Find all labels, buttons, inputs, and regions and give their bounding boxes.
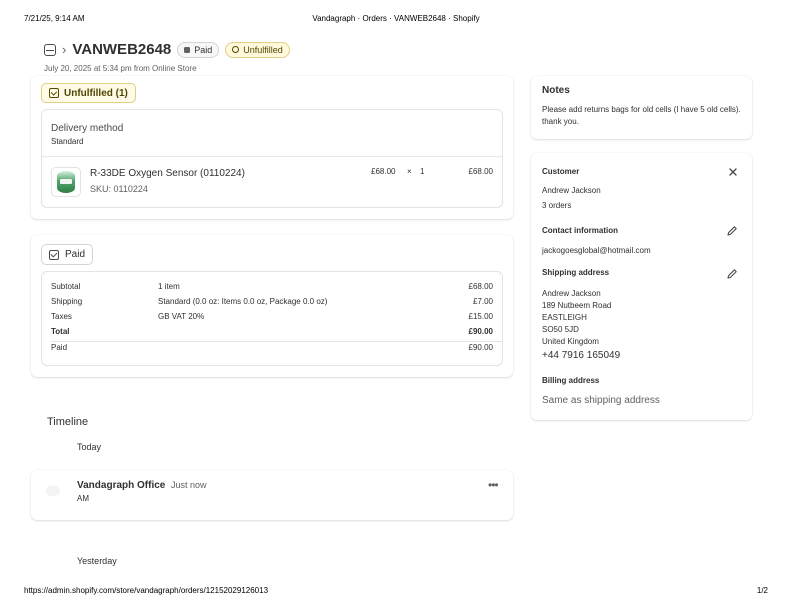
unfulfilled-ring-icon xyxy=(232,46,239,53)
oxygen-sensor-image xyxy=(57,171,75,193)
shipping-address-title: Shipping address xyxy=(542,268,610,277)
payment-row-label: Paid xyxy=(51,343,68,352)
payment-row-label: Subtotal xyxy=(51,282,81,291)
payment-row-label: Shipping xyxy=(51,297,83,306)
customer-orders-link[interactable]: 3 orders xyxy=(542,201,572,210)
payment-row-label: Total xyxy=(51,327,70,336)
divider xyxy=(42,156,502,157)
print-page-title: Vandagraph · Orders · VANWEB2648 · Shopify xyxy=(312,14,480,23)
delivery-section xyxy=(41,109,503,208)
customer-phone: +44 7916 165049 xyxy=(542,350,621,361)
product-name-link[interactable]: R-33DE Oxygen Sensor (0110224) xyxy=(90,168,245,179)
payment-summary xyxy=(41,271,503,366)
product-line-total: £68.00 xyxy=(468,167,493,176)
notes-title: Notes xyxy=(542,85,570,96)
payment-row-label: Taxes xyxy=(51,312,72,321)
address-line: Andrew Jackson xyxy=(542,289,601,298)
orders-inbox-icon[interactable] xyxy=(44,44,56,56)
timeline-title: Timeline xyxy=(47,416,89,428)
address-line: 189 Nutbeem Road xyxy=(542,301,612,310)
fulfillment-status-label: Unfulfilled xyxy=(243,44,283,55)
print-footer xyxy=(24,586,768,598)
paid-badge-label: Paid xyxy=(65,249,86,260)
address-line: EASTLEIGH xyxy=(542,313,587,322)
payment-row-paid xyxy=(51,343,493,355)
order-header xyxy=(44,41,290,58)
payment-row-amount: £7.00 xyxy=(472,297,493,306)
timeline-event-card xyxy=(31,470,513,520)
billing-address-value: Same as shipping address xyxy=(542,395,660,406)
timeline-event-time: Just now xyxy=(171,480,207,490)
order-subtitle: July 20, 2025 at 5:34 pm from Online Store xyxy=(44,64,197,73)
edit-pencil-icon[interactable] xyxy=(726,268,738,280)
product-quantity: 1 xyxy=(420,167,425,176)
payment-row-total xyxy=(51,327,493,339)
fulfillment-status-badge xyxy=(225,42,290,58)
payment-row-amount: £15.00 xyxy=(468,312,493,321)
timeline-event-text: AM xyxy=(77,494,89,503)
print-header xyxy=(24,14,768,26)
payment-row-detail: GB VAT 20% xyxy=(158,312,205,321)
paid-dot-icon xyxy=(184,47,190,53)
payment-row-amount: £68.00 xyxy=(468,282,493,291)
product-unit-price: £68.00 xyxy=(371,167,396,176)
times-sign: × xyxy=(407,167,412,176)
delivery-method-value: Standard xyxy=(51,137,84,146)
more-actions-icon[interactable]: ••• xyxy=(488,478,498,492)
timeline-event-author: Vandagraph Office xyxy=(77,480,166,491)
timeline-date-yesterday: Yesterday xyxy=(77,556,117,566)
print-datetime: 7/21/25, 9:14 AM xyxy=(24,14,85,23)
contact-info-title: Contact information xyxy=(542,226,618,235)
timeline-date-today: Today xyxy=(77,442,102,452)
paid-check-icon xyxy=(49,250,59,260)
payment-row-detail: Standard (0.0 oz: Items 0.0 oz, Package 0.0 oz) xyxy=(158,297,328,306)
paid-badge xyxy=(41,244,93,265)
product-thumbnail[interactable] xyxy=(51,167,81,197)
payment-status-label: Paid xyxy=(194,44,213,55)
print-page-count: 1/2 xyxy=(756,586,768,595)
delivery-method-title: Delivery method xyxy=(51,123,124,134)
customer-email[interactable]: jackogoesglobal@hotmail.com xyxy=(542,246,651,255)
payment-row-shipping xyxy=(51,297,493,309)
divider xyxy=(51,341,502,342)
customer-name-link[interactable]: Andrew Jackson xyxy=(542,186,601,195)
avatar xyxy=(46,486,60,496)
unfulfilled-box-icon xyxy=(49,88,59,98)
order-number: VANWEB2648 xyxy=(72,41,172,58)
edit-pencil-icon[interactable] xyxy=(726,225,738,237)
customer-title: Customer xyxy=(542,167,580,176)
payment-row-subtotal xyxy=(51,282,493,294)
unfulfilled-count-badge xyxy=(41,83,136,103)
payment-status-badge xyxy=(177,42,219,58)
print-url: https://admin.shopify.com/store/vandagraph/orders/12152029126013 xyxy=(24,586,269,595)
payment-row-amount: £90.00 xyxy=(468,327,493,336)
payment-row-amount: £90.00 xyxy=(468,343,493,352)
chevron-right-icon: › xyxy=(62,42,67,57)
product-sku: SKU: 0110224 xyxy=(90,184,148,194)
close-icon[interactable] xyxy=(728,167,738,177)
unfulfilled-count-label: Unfulfilled (1) xyxy=(64,87,128,99)
payment-row-taxes xyxy=(51,312,493,324)
notes-text: Please add returns bags for old cells (I have 5 old cells). thank you. xyxy=(542,105,741,126)
payment-row-detail: 1 item xyxy=(158,282,180,291)
billing-address-title: Billing address xyxy=(542,376,600,385)
address-line: SO50 5JD xyxy=(542,325,579,334)
address-line: United Kingdom xyxy=(542,337,599,346)
